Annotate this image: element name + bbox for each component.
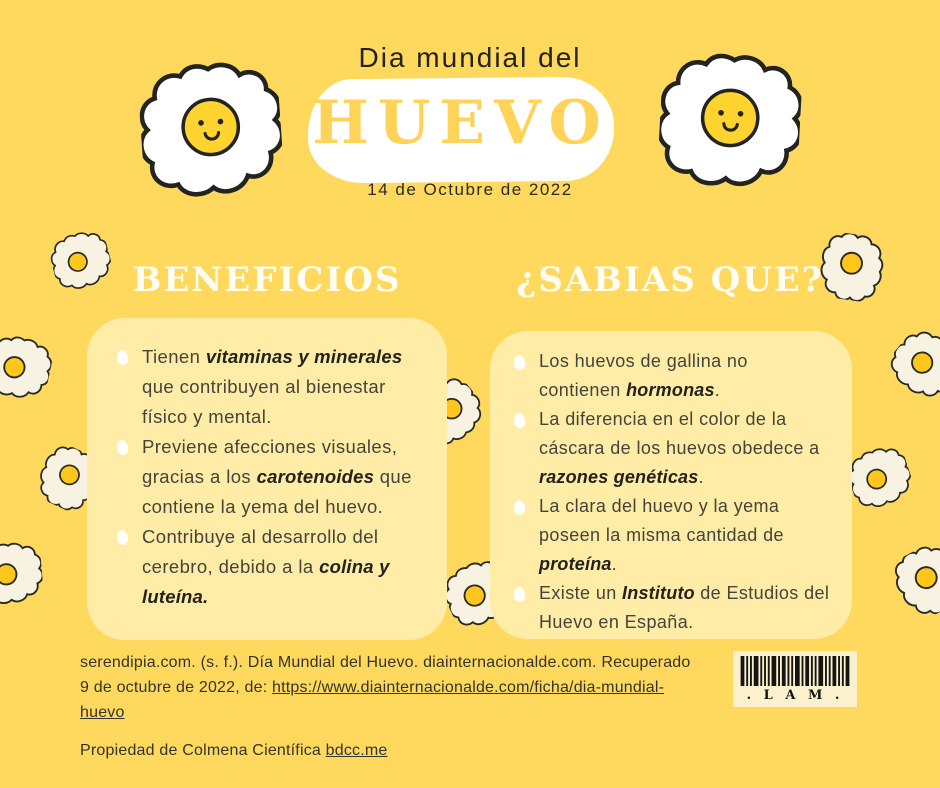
poster-kicker: Dia mundial del [358, 42, 582, 73]
fried-egg-icon [842, 440, 918, 516]
fried-egg-icon [880, 320, 940, 410]
ownership-text: Propiedad de Colmena Científica [80, 742, 326, 759]
benefits-heading: BENEFICIOS [132, 260, 402, 300]
citation-text: serendipia.com. (s. f.). Día Mundial del Huevo. diainternacionalde.com. Recuperado 9 de octubre de 2022, de: [80, 654, 691, 696]
poster-title: HUEVO [312, 88, 610, 158]
barcode-label: . L A M . [746, 688, 844, 703]
list-item: Existe un Instituto de Estudios del Huevo en España. [514, 579, 830, 637]
list-item: Los huevos de gallina no contienen hormonas. [514, 347, 830, 405]
list-item: Previene afecciones visuales, gracias a los carotenoides que contiene la yema del huevo. [117, 432, 417, 522]
fried-egg-icon [883, 536, 940, 625]
list-item: La clara del huevo y la yema poseen la misma cantidad de proteína. [514, 492, 830, 579]
benefits-list [117, 342, 421, 612]
egg-bullet-icon [116, 529, 129, 545]
fried-egg-icon [0, 539, 45, 608]
benefits-panel [87, 318, 447, 640]
barcode-box [733, 651, 857, 707]
egg-bullet-icon [513, 586, 526, 602]
facts-heading: ¿SABIAS QUE? [516, 260, 824, 300]
egg-bullet-icon [116, 439, 129, 455]
facts-panel [490, 331, 852, 639]
event-date: 14 de Octubre de 2022 [367, 180, 573, 199]
egg-bullet-icon [513, 412, 526, 428]
list-item: Tienen vitaminas y minerales que contribuyen al bienestar físico y mental. [117, 342, 417, 432]
list-item: La diferencia en el color de la cáscara de los huevos obedece a razones genéticas. [514, 405, 830, 492]
ownership-link[interactable]: bdcc.me [325, 742, 388, 759]
fried-egg-icon [0, 330, 56, 406]
footer [80, 650, 704, 763]
list-item: Contribuye al desarrollo del cerebro, debido a la colina y luteína. [117, 522, 417, 612]
facts-list [514, 347, 832, 637]
egg-bullet-icon [513, 354, 526, 370]
egg-bullet-icon [513, 499, 526, 515]
barcode-graphic [739, 656, 851, 686]
citation [80, 650, 704, 725]
citation-link[interactable]: https://www.diainternacionalde.com/ficha/dia-mundial-huevo [80, 679, 665, 721]
ownership [80, 738, 704, 763]
egg-bullet-icon [116, 349, 129, 365]
